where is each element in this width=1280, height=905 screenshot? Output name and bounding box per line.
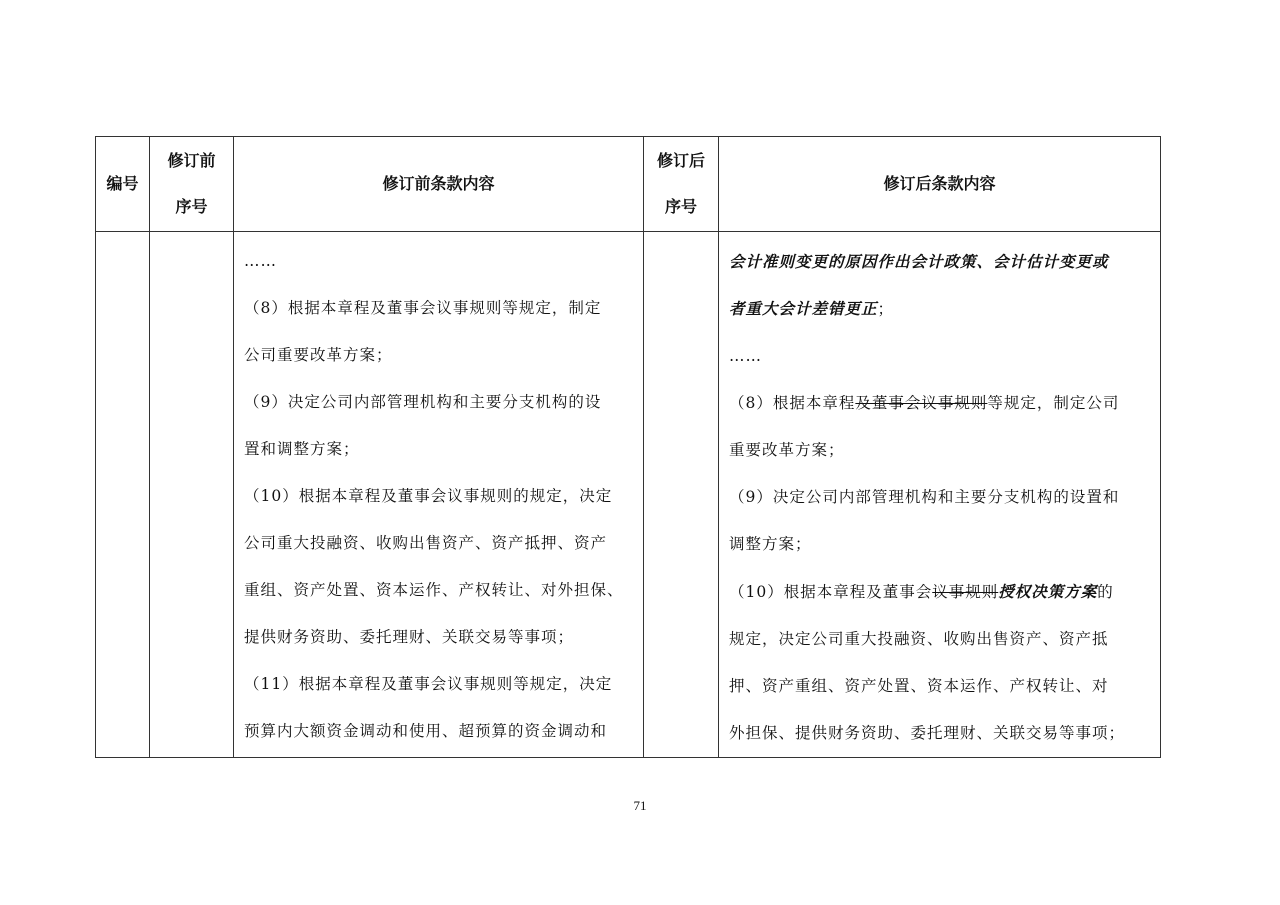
text: ； [877,300,895,318]
before-line: 预算内大额资金调动和使用、超预算的资金调动和 [244,722,608,740]
before-line: 公司重要改革方案； [244,346,393,364]
page-number: 71 [633,798,647,813]
before-line: （11）根据本章程及董事会议事规则等规定，决定 [244,675,613,693]
header-before-content: 修订前条款内容 [234,137,644,232]
cell-before-content [234,232,644,758]
text: （8）根据本章程 [729,394,856,412]
after-line [729,568,1150,616]
after-line [729,285,1150,333]
revision-table [95,136,1161,758]
header-row [96,137,1161,232]
header-after-seq-line1: 修订后 [656,151,705,170]
header-before-seq [150,137,234,232]
header-before-seq-line1: 修订前 [167,151,216,170]
deleted-text: 及董事会议事规则 [855,394,988,412]
before-line: 重组、资产处置、资本运作、产权转让、对外担保、 [244,581,624,599]
deleted-text: 议事规则 [932,583,999,601]
header-after-seq [644,137,719,232]
after-line: （9）决定公司内部管理机构和主要分支机构的设置和 [729,488,1120,506]
before-line: 公司重大投融资、收购出售资产、资产抵押、资产 [244,534,608,552]
after-line-added: 会计准则变更的原因作出会计政策、会计估计变更或 [729,252,1109,271]
cell-no [96,232,150,758]
text: 的 [1097,583,1114,601]
cell-after-seq [644,232,719,758]
cell-after-content [719,232,1161,758]
after-line: 重要改革方案； [729,441,845,459]
after-line: 押、资产重组、资产处置、资本运作、产权转让、对 [729,677,1109,695]
after-line: …… [729,347,762,365]
header-after-seq-line2: 序号 [664,197,697,216]
before-line: 提供财务资助、委托理财、关联交易等事项； [244,628,575,646]
header-before-seq-line2: 序号 [175,197,208,216]
before-line: （9）决定公司内部管理机构和主要分支机构的设 [244,393,602,411]
after-line: 外担保、提供财务资助、委托理财、关联交易等事项； [729,724,1126,742]
before-line: （10）根据本章程及董事会议事规则的规定，决定 [244,487,613,505]
after-line: 调整方案； [729,535,812,553]
text: 等规定，制定公司 [987,394,1120,412]
added-text: 者重大会计差错更正 [729,299,878,318]
text: （10）根据本章程及董事会 [729,583,933,601]
added-text: 授权决策方案 [998,582,1098,601]
header-no: 编号 [96,137,150,232]
after-line [729,380,1150,427]
cell-before-seq [150,232,234,758]
header-after-content: 修订后条款内容 [719,137,1161,232]
before-line: …… [244,252,277,270]
before-line: 置和调整方案； [244,440,360,458]
before-line: （8）根据本章程及董事会议事规则等规定，制定 [244,299,602,317]
after-line: 规定，决定公司重大投融资、收购出售资产、资产抵 [729,630,1109,648]
content-row [96,232,1161,758]
